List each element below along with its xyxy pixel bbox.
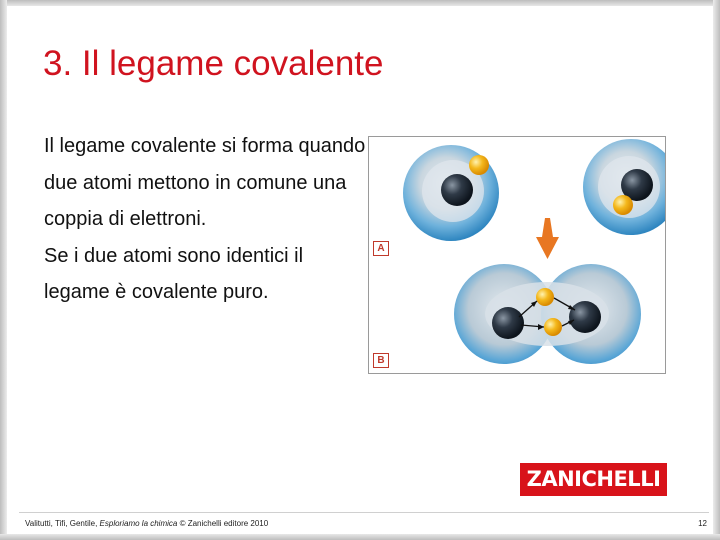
- covalent-bond-illustration: [368, 136, 666, 374]
- footer-credits: [25, 519, 268, 528]
- molecule: [454, 264, 641, 364]
- footer-publisher: © Zanichelli editore 2010: [177, 519, 269, 528]
- figure-label-a: A: [373, 241, 389, 256]
- footer-book-title: Esploriamo la chimica: [99, 519, 178, 528]
- slide-frame-bottom: [0, 534, 720, 540]
- slide-title: 3. Il legame covalente: [43, 44, 384, 83]
- electron: [613, 195, 633, 215]
- footer-divider: [19, 512, 709, 513]
- nucleus: [492, 307, 524, 339]
- slide-frame-top: [0, 0, 720, 6]
- atom-left: [403, 145, 499, 241]
- electron: [469, 155, 489, 175]
- nucleus: [441, 174, 473, 206]
- atoms-diagram: [369, 137, 665, 373]
- figure-label-b: B: [373, 353, 389, 368]
- paragraph-pure-covalent: Se i due atomi sono identici il legame è covalente puro.: [44, 244, 304, 303]
- slide-body: [44, 128, 374, 311]
- footer-authors: Valitutti, Tifi, Gentile,: [25, 519, 100, 528]
- nucleus: [569, 301, 601, 333]
- shared-electron: [544, 318, 562, 336]
- slide-frame-right: [713, 0, 720, 540]
- page-number: 12: [698, 519, 707, 528]
- shared-electron: [536, 288, 554, 306]
- atom-right: [583, 139, 665, 235]
- down-arrow-icon: [536, 218, 559, 259]
- zanichelli-logo: ZANICHELLI: [520, 463, 667, 496]
- slide-frame-left: [0, 0, 7, 540]
- paragraph-definition: Il legame covalente si forma quando due atomi mettono in comune una coppia di elettroni.: [44, 135, 366, 230]
